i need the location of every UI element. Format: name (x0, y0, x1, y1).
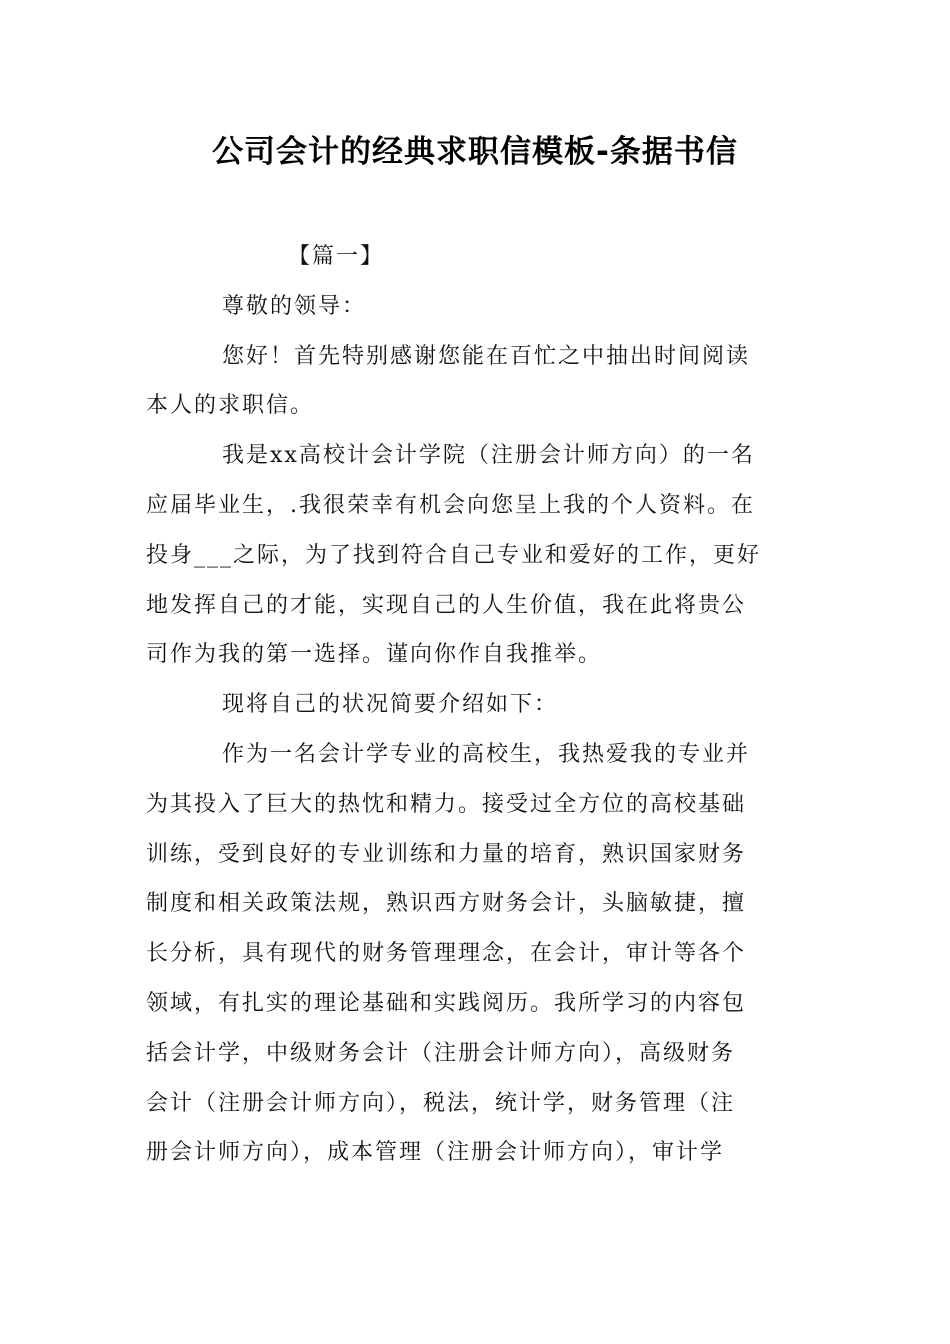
text-line: 制度和相关政策法规，熟识西方财务会计，头脑敏捷，擅 (146, 891, 747, 917)
text-line: 尊敬的领导： (222, 293, 367, 319)
paragraph-lines (146, 282, 806, 1178)
section-heading: 【篇一】 (288, 244, 385, 269)
text-line: 您好！首先特别感谢您能在百忙之中抽出时间阅读 (222, 343, 751, 369)
text-line: 现将自己的状况简要介绍如下： (222, 692, 559, 718)
document-body (146, 232, 806, 1178)
text-line: 投身___之际，为了找到符合自己专业和爱好的工作，更好 (146, 542, 762, 568)
text-line: 会计（注册会计师方向），税法，统计学，财务管理（注 (146, 1090, 736, 1116)
document-title: 公司会计的经典求职信模板-条据书信 (212, 134, 738, 170)
text-line: 为其投入了巨大的热忱和精力。接受过全方位的高校基础 (146, 791, 747, 817)
text-line: 我是xx高校计会计学院（注册会计师方向）的一名 (222, 443, 755, 469)
text-line: 本人的求职信。 (146, 393, 315, 419)
text-line: 长分析，具有现代的财务管理理念，在会计，审计等各个 (146, 941, 747, 967)
text-line: 领域，有扎实的理论基础和实践阅历。我所学习的内容包 (146, 990, 747, 1016)
text-line: 作为一名会计学专业的高校生，我热爱我的专业并 (222, 741, 751, 767)
text-line: 训练，受到良好的专业训练和力量的培育，熟识国家财务 (146, 841, 747, 867)
text-line: 应届毕业生，.我很荣幸有机会向您呈上我的个人资料。在 (146, 492, 755, 518)
text-line: 括会计学，中级财务会计（注册会计师方向），高级财务 (146, 1040, 736, 1066)
text-line: 地发挥自己的才能，实现自己的人生价值，我在此将贵公 (146, 592, 747, 618)
text-line: 司作为我的第一选择。谨向你作自我推举。 (146, 642, 603, 668)
text-line: 册会计师方向），成本管理（注册会计师方向），审计学 (146, 1140, 725, 1166)
